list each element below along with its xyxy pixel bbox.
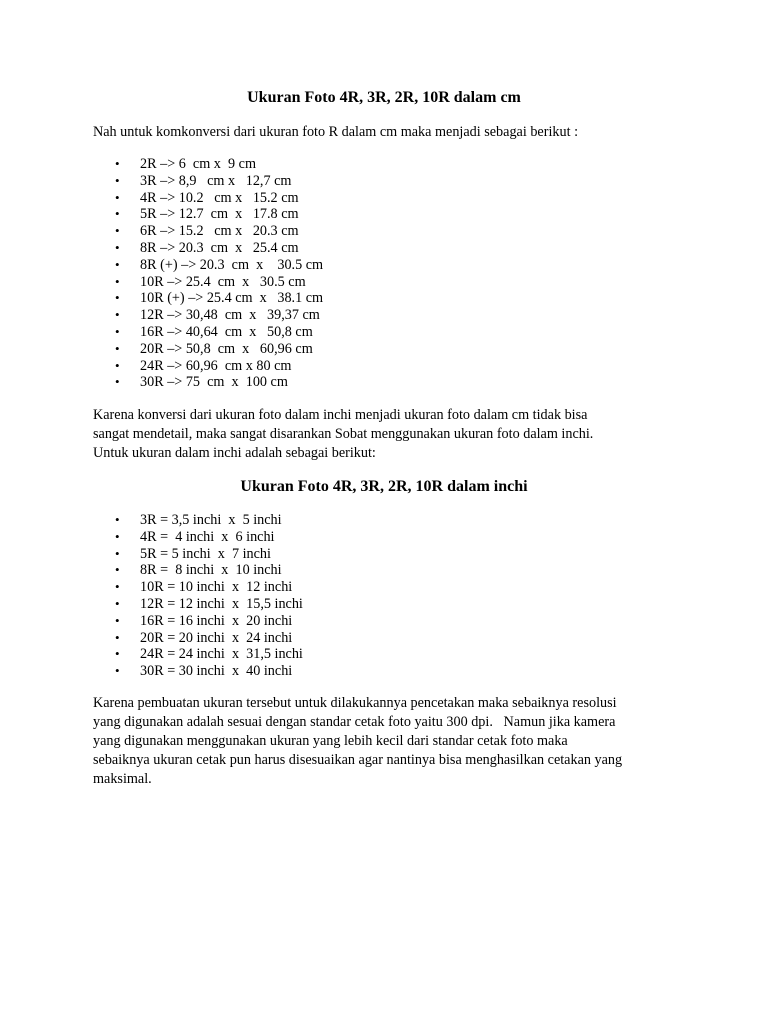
list-item: • 8R –> 20.3 cm x 25.4 cm [140,240,299,257]
list-item: • 10R (+) –> 25.4 cm x 38.1 cm [140,290,323,307]
list-item: • 30R –> 75 cm x 100 cm [140,374,288,391]
list-item: • 16R = 16 inchi x 20 inchi [140,613,292,630]
paragraph-line: sangat mendetail, maka sangat disarankan Sobat menggunakan ukuran foto dalam inchi. [93,426,594,442]
paragraph-line: Untuk ukuran dalam inchi adalah sebagai berikut: [93,445,376,461]
heading-inchi: Ukuran Foto 4R, 3R, 2R, 10R dalam inchi [240,478,528,495]
list-item: • 8R (+) –> 20.3 cm x 30.5 cm [140,257,323,274]
list-item: • 4R –> 10.2 cm x 15.2 cm [140,190,299,207]
list-item: • 6R –> 15.2 cm x 20.3 cm [140,223,299,240]
list-item: • 20R = 20 inchi x 24 inchi [140,630,292,647]
paragraph-3 [93,694,693,789]
intro-paragraph [93,123,693,142]
list-item: • 5R = 5 inchi x 7 inchi [140,546,271,563]
list-item: • 30R = 30 inchi x 40 inchi [140,663,292,680]
list-item: • 12R –> 30,48 cm x 39,37 cm [140,307,320,324]
list-item: • 8R = 8 inchi x 10 inchi [140,562,282,579]
list-item: • 3R = 3,5 inchi x 5 inchi [140,512,282,529]
list-item: • 4R = 4 inchi x 6 inchi [140,529,275,546]
paragraph-line: Karena pembuatan ukuran tersebut untuk dilakukannya pencetakan maka sebaiknya resolusi [93,695,617,711]
list-item: • 5R –> 12.7 cm x 17.8 cm [140,206,299,223]
list-item: • 12R = 12 inchi x 15,5 inchi [140,596,303,613]
paragraph-line: sebaiknya ukuran cetak pun harus disesuaikan agar nantinya bisa menghasilkan cetakan yang [93,752,623,768]
paragraph-line: Karena konversi dari ukuran foto dalam inchi menjadi ukuran foto dalam cm tidak bisa [93,407,588,423]
list-item: • 10R = 10 inchi x 12 inchi [140,579,292,596]
heading-cm: Ukuran Foto 4R, 3R, 2R, 10R dalam cm [247,89,521,106]
paragraph-line: maksimal. [93,771,152,787]
paragraph-2 [93,406,693,463]
paragraph-line: yang digunakan adalah sesuai dengan standar cetak foto yaitu 300 dpi. Namun jika kamera [93,714,616,730]
paragraph-line: yang digunakan menggunakan ukuran yang lebih kecil dari standar cetak foto maka [93,733,568,749]
list-item: • 24R –> 60,96 cm x 80 cm [140,358,291,375]
list-item: • 2R –> 6 cm x 9 cm [140,156,256,173]
list-item: • 3R –> 8,9 cm x 12,7 cm [140,173,291,190]
list-item: • 10R –> 25.4 cm x 30.5 cm [140,274,306,291]
list-item: • 20R –> 50,8 cm x 60,96 cm [140,341,313,358]
list-item: • 24R = 24 inchi x 31,5 inchi [140,646,303,663]
intro-line: Nah untuk komkonversi dari ukuran foto R dalam cm maka menjadi sebagai berikut : [93,124,579,140]
list-item: • 16R –> 40,64 cm x 50,8 cm [140,324,313,341]
